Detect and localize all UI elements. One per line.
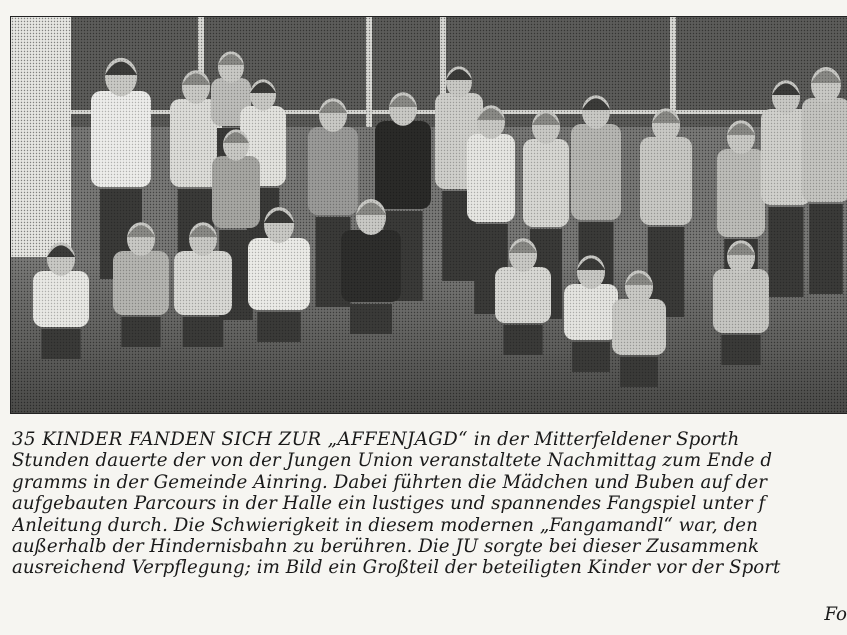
halftone-overlay-top	[11, 17, 847, 414]
photo-credit: Fo	[824, 604, 847, 625]
caption-line-5: Anleitung durch. Die Schwierigkeit in diesem modernen „Fangamandl“ war, den	[12, 514, 758, 536]
children-group	[11, 17, 847, 414]
caption-lead: 35 KINDER FANDEN SICH ZUR „AFFENJAGD“	[12, 429, 468, 450]
caption-line-3: gramms in der Gemeinde Ainring. Dabei führten die Mädchen und Buben auf der	[12, 471, 767, 493]
caption-line-1-rest: in der Mitterfeldener Sporth	[467, 429, 740, 450]
caption-line-4: aufgebauten Parcours in der Halle ein lustiges und spannendes Fangspiel unter f	[12, 493, 766, 515]
photo-caption	[12, 429, 847, 579]
caption-line-1	[12, 429, 847, 450]
group-photo	[10, 16, 847, 414]
caption-line-2: Stunden dauerte der von der Jungen Union veranstaltete Nachmittag zum Ende d	[12, 450, 773, 472]
caption-line-6: außerhalb der Hindernisbahn zu berühren. Die JU sorgte bei dieser Zusammenk	[12, 536, 760, 558]
caption-line-7: ausreichend Verpflegung; im Bild ein Großteil der beteiligten Kinder vor der Sport	[12, 557, 781, 579]
